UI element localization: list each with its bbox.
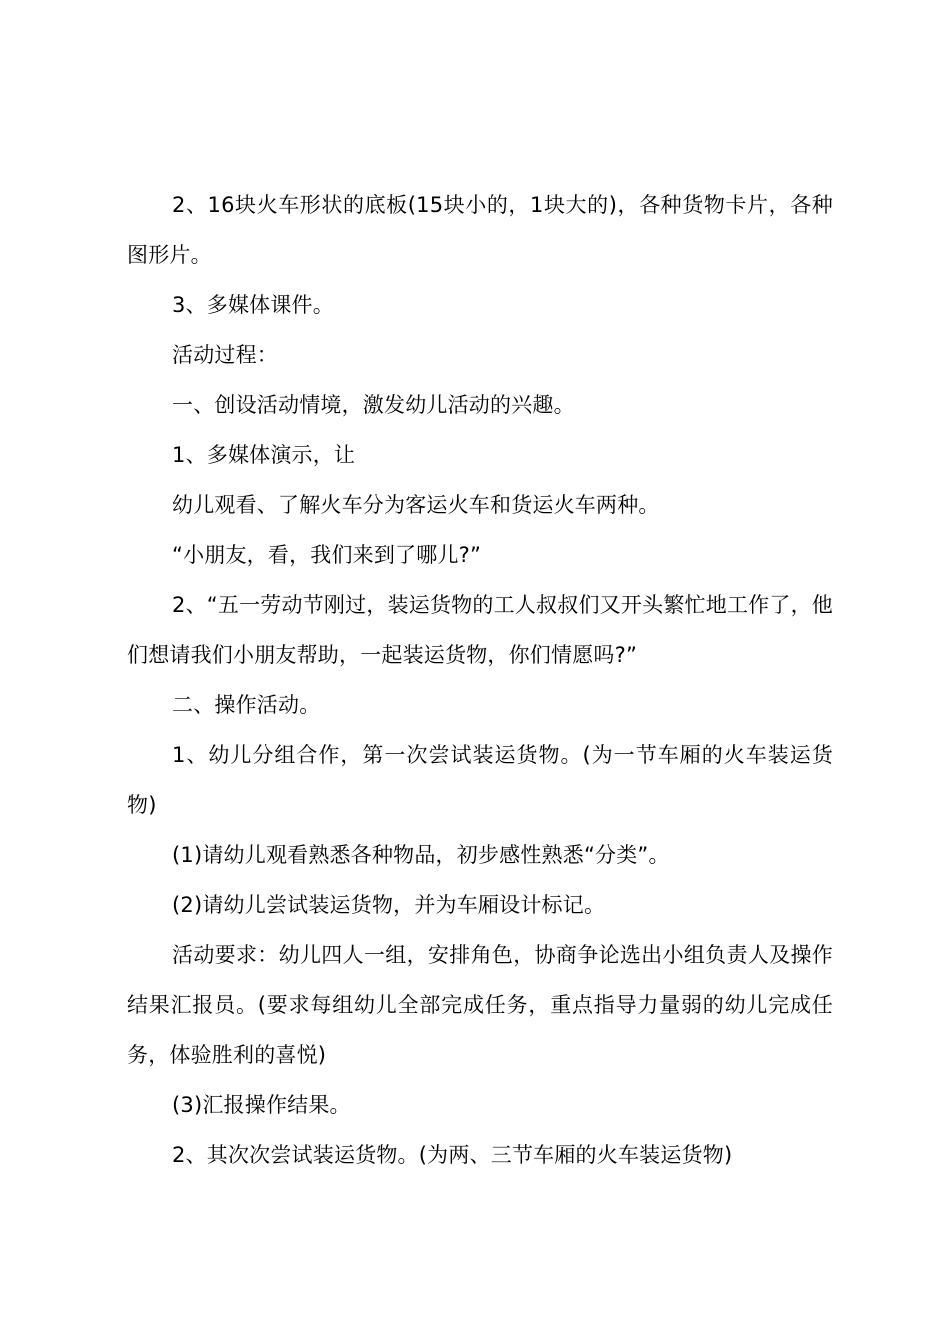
paragraph-quote-where: “小朋友，看，我们来到了哪儿?” bbox=[172, 543, 482, 567]
section-heading-create-situation: 一、创设活动情境，激发幼儿活动的兴趣。 bbox=[172, 393, 575, 417]
document-body bbox=[127, 180, 833, 1180]
paragraph-multimedia-demo: 1、多媒体演示，让 bbox=[172, 443, 356, 467]
paragraph-second-attempt: 2、其次次尝试装运货物。(为两、三节车厢的火车装运货物) bbox=[172, 1143, 733, 1167]
section-heading-activity-process: 活动过程： bbox=[172, 343, 278, 367]
paragraph-step-2-design: (2)请幼儿尝试装运货物，并为车厢设计标记。 bbox=[172, 893, 606, 917]
paragraph-activity-requirements: 活动要求：幼儿四人一组，安排角色，协商争论选出小组负责人及操作结果汇报员。(要求每组幼儿全部完成任务，重点指导力量弱的幼儿完成任务，体验胜利的喜悦) bbox=[127, 943, 833, 1067]
paragraph-first-attempt: 1、幼儿分组合作，第一次尝试装运货物。(为一节车厢的火车装运货物) bbox=[127, 743, 833, 817]
paragraph-train-types: 幼儿观看、了解火车分为客运火车和货运火车两种。 bbox=[172, 493, 660, 517]
paragraph-materials-baseboards: 2、16块火车形状的底板(15块小的，1块大的)，各种货物卡片，各种图形片。 bbox=[127, 193, 833, 267]
section-heading-operation: 二、操作活动。 bbox=[172, 693, 321, 717]
paragraph-materials-multimedia: 3、多媒体课件。 bbox=[172, 293, 334, 317]
paragraph-step-1-classify: (1)请幼儿观看熟悉各种物品，初步感性熟悉“分类”。 bbox=[172, 843, 670, 867]
paragraph-step-3-report: (3)汇报操作结果。 bbox=[172, 1093, 351, 1117]
paragraph-quote-labor-day: 2、“五一劳动节刚过，装运货物的工人叔叔们又开头繁忙地工作了，他们想请我们小朋友帮助，一起装运货物，你们情愿吗?” bbox=[127, 593, 833, 667]
